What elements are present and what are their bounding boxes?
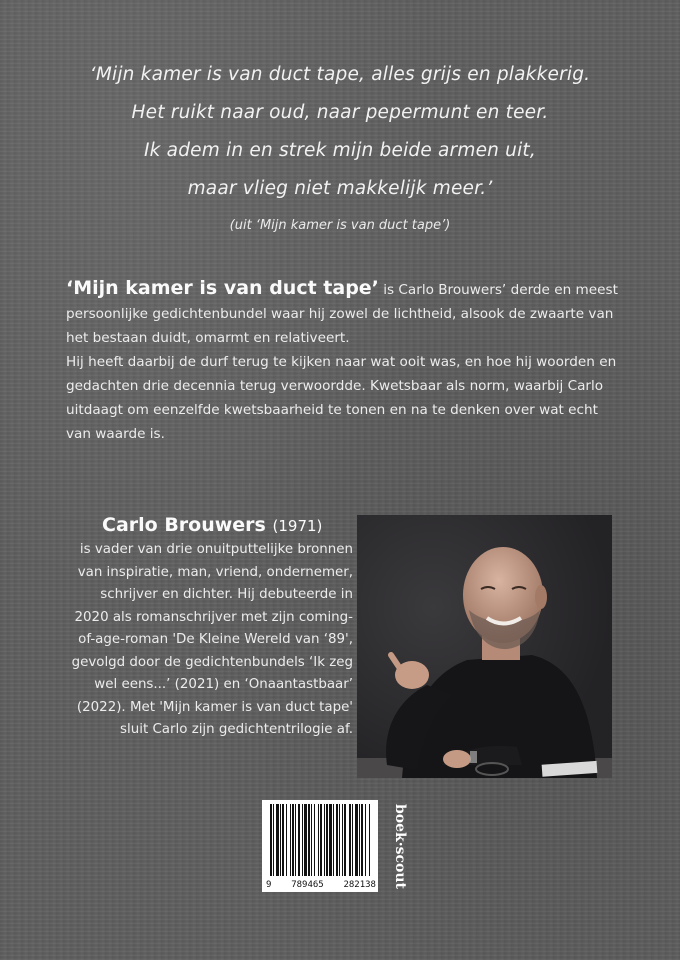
barcode-bar <box>280 804 281 876</box>
blurb-text: is Carlo Brouwers’ derde en meest persoonlijke gedichtenbundel waar hij zowel de lichtheid, alsook de zwaarte van het bestaan duidt, omarmt en relativeert. <box>66 282 618 346</box>
barcode-bar <box>276 804 279 876</box>
barcode-bar <box>326 804 328 876</box>
poem-excerpt <box>0 56 680 233</box>
barcode-bar <box>308 804 310 876</box>
barcode-bar <box>369 804 370 876</box>
barcode-bar <box>344 804 346 876</box>
barcode-digits-left: 789465 <box>291 880 324 890</box>
publisher-name: boek·scout <box>392 804 408 889</box>
barcode-bar <box>329 804 332 876</box>
barcode-digits-right: 282138 <box>343 880 376 890</box>
book-blurb <box>66 276 626 446</box>
publisher-logo-text <box>382 802 408 894</box>
isbn-barcode <box>262 800 378 892</box>
barcode-bar <box>352 804 353 876</box>
barcode-bar <box>320 804 322 876</box>
poem-line: Het ruikt naar oud, naar pepermunt en teer. <box>131 102 549 123</box>
barcode-bar <box>295 804 296 876</box>
barcode-bars <box>262 800 378 880</box>
author-name: Carlo Brouwers <box>102 514 266 536</box>
barcode-bar <box>311 804 312 876</box>
poem-line: ‘Mijn kamer is van duct tape, alles grijs en plakkerig. <box>89 64 591 85</box>
barcode-bar <box>342 804 343 876</box>
barcode-bar <box>318 804 319 876</box>
barcode-digits <box>266 880 376 890</box>
blurb-paragraph <box>66 276 626 350</box>
poem-line: maar vlieg niet makkelijk meer.’ <box>187 178 493 199</box>
barcode-bar <box>314 804 315 876</box>
barcode-bar <box>286 804 287 876</box>
barcode-bar <box>290 804 291 876</box>
barcode-bar <box>359 804 360 876</box>
barcode-bar <box>282 804 284 876</box>
barcode-bar <box>324 804 325 876</box>
author-portrait-illustration <box>357 515 612 778</box>
barcode-bar <box>336 804 338 876</box>
barcode-bar <box>361 804 363 876</box>
barcode-bar <box>365 804 366 876</box>
author-photo <box>357 515 612 778</box>
author-bio-text: is vader van drie onuitputtelijke bronnen van inspiratie, man, vriend, ondernemer, schrijver en dichter. Hij debuteerde in 2020 als romanschrijver met zijn coming-of-age-roman 'De Kleine Wereld van ‘89', gevolgd door de gedichtenbundels ‘Ik zeg wel eens...’ (2021) en ‘Onaantastbaar’ (2022). Met 'Mijn kamer is van duct tape' sluit Carlo zijn gedichtentrilogie af. <box>71 542 353 737</box>
barcode-bar <box>304 804 307 876</box>
publisher-logo <box>382 802 408 894</box>
poem-line: Ik adem in en strek mijn beide armen uit, <box>144 140 536 161</box>
barcode-bar <box>273 804 274 876</box>
barcode-bar <box>292 804 294 876</box>
barcode-bar <box>302 804 303 876</box>
author-birth-year: (1971) <box>272 517 323 535</box>
author-heading <box>66 512 353 539</box>
barcode-bar <box>270 804 272 876</box>
barcode-bar <box>349 804 351 876</box>
blurb-paragraph: Hij heeft daarbij de durf terug te kijken naar wat ooit was, en hoe hij woorden en gedachten drie decennia terug verwoordde. Kwetsbaar als norm, waarbij Carlo uitdaagt om eenzelfde kwetsbaarheid te tonen en na te denken over wat echt van waarde is. <box>66 354 617 442</box>
barcode-digit-first: 9 <box>266 880 272 890</box>
barcode-bar <box>339 804 340 876</box>
barcode-bar <box>333 804 334 876</box>
book-title: ‘Mijn kamer is van duct tape’ <box>66 277 379 299</box>
author-bio <box>66 512 353 742</box>
barcode-bar <box>298 804 300 876</box>
poem-source: (uit ‘Mijn kamer is van duct tape’) <box>229 218 451 233</box>
barcode-bar <box>355 804 358 876</box>
